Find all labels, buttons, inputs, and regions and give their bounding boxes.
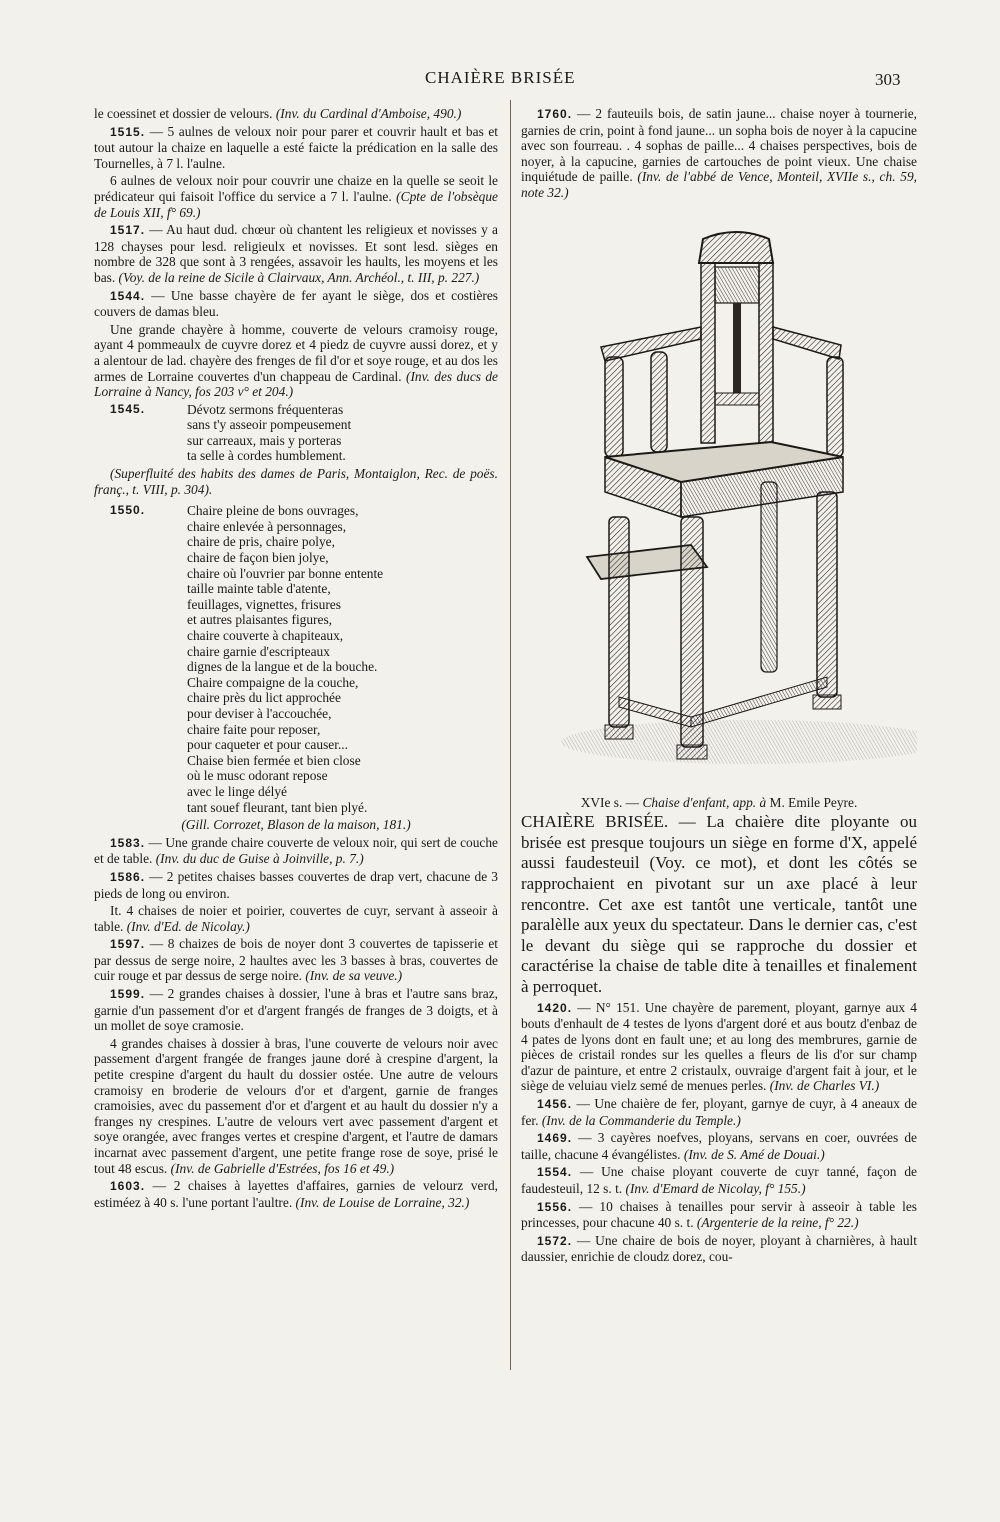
entry-1420: 1420. — N° 151. Une chayère de parement, ployant, garnye aux 4 bouts d'enhault de 4 testes de lyons d'argent doré et aus boutz d'enbaz de 4 pates de lyons dont en fault une; et au long des membrures, garnie de pièces de cristail rondes sur les quelles a fleurs de lis d'or sur champ d'azur de painture, et entre 2 cristaulx, ouvraige d'argent fait à jour, et le siège de veluiau vielz semé de menues perles. (Inv. de Charles VI.) bbox=[521, 999, 917, 1094]
entry-paragraph: le coessinet et dossier de velours. (Inv. du Cardinal d'Amboise, 490.) bbox=[94, 106, 462, 121]
left-column bbox=[94, 106, 498, 1212]
entry-paragraph: Une grande chayère à homme, couverte de velours cramoisy rouge, ayant 4 pommeaulx de cuyvre dorez et 4 piedz de cuyvre aussi dorez, et y a alentour de lad. chayère des frenges de fil d'or et soye rouge, et au dos les armes de Lorraine couvertes d'un chappeau de Cardinal. (Inv. des ducs de Lorraine à Nancy, fos 203 v° et 204.) bbox=[94, 321, 498, 400]
entry-1517: 1517. — Au haut dud. chœur où chantent les religieux et novisses y a 128 chayses pour lesd. religieulx et novisses. Et sont lesd. sièges en nombre de 328 que sont à 3 rengées, assavoir les haults, les moyens et les bas. (Voy. de la reine de Sicile à Clairvaux, Ann. Archéol., t. III, p. 227.) bbox=[94, 222, 498, 285]
running-title: CHAIÈRE BRISÉE bbox=[425, 68, 576, 87]
entry-1599: 1599. — 2 grandes chaises à dossier, l'une à bras et l'autre sans braz, garnie d'un passement d'or et d'argent frangés de franges de 3 doigts, et à un mollet de soye cramosie. bbox=[94, 986, 498, 1034]
entry-1556: 1556. — 10 chaises à tenailles pour servir à asseoir à table les princesses, pour chacune 40 s. t. (Argenterie de la reine, f° 22.) bbox=[521, 1198, 917, 1231]
column-divider bbox=[510, 100, 511, 1370]
child-chair-illustration bbox=[521, 227, 917, 787]
entry-1583: 1583. — Une grande chaire couverte de veloux noir, qui sert de couche et de table. (Inv. du duc de Guise à Joinville, p. 7.) bbox=[94, 834, 498, 867]
lemma-head: CHAIÈRE BRISÉE. bbox=[521, 812, 669, 832]
entry-1586: 1586. — 2 petites chaises basses couvertes de drap vert, chacune de 3 pieds de long ou environ. bbox=[94, 868, 498, 901]
entry-1544: 1544. — Une basse chayère de fer ayant le siège, dos et costières couvers de damas bleu. bbox=[94, 287, 498, 320]
chair-engraving bbox=[521, 227, 917, 787]
entry-1554: 1554. — Une chaise ployant couverte de cuyr tanné, façon de faudesteuil, 12 s. t. (Inv. d'Emard de Nicolay, f° 155.) bbox=[521, 1164, 917, 1197]
entry-1597: 1597. — 8 chaizes de bois de noyer dont 3 couvertes de tapisserie et par dessus de serge noire, 2 haultes avec les 3 basses à bras, couvertes de cuir rouge et par dessus de serge noire. (Inv. de sa veuve.) bbox=[94, 936, 498, 984]
entry-1572: 1572. — Une chaire de bois de noyer, ployant à charnières, à hault daussier, enrichie de cloudz dorez, cou- bbox=[521, 1232, 917, 1265]
entry-1469: 1469. — 3 cayères noefves, ployans, servans en coer, ouvrées de taille, chacune 4 évangélistes. (Inv. de S. Amé de Douai.) bbox=[521, 1130, 917, 1162]
entry-1515: 1515. — 5 aulnes de veloux noir pour parer et couvrir hault et bas et tout autour la chaize en laquelle a esté faicte la prédication en la salle des Tournelles, à 7 l. l'aulne. bbox=[94, 123, 498, 171]
verse-citation: (Gill. Corrozet, Blason de la maison, 181.) bbox=[181, 817, 411, 833]
page-number: 303 bbox=[875, 70, 901, 89]
entry-1760: 1760. — 2 fauteuils bois, de satin jaune... chaise noyer à tournerie, garnies de crin, point à fond jaune... un sopha bois de noyer à la capucine avec son fourreau. . 4 sophas de paille... 4 chaises perspectives, bois de noyer, à la capucine, garnies de cartouches de point vieux. Une chaise inquiétude de paille. (Inv. de l'abbé de Vence, Monteil, XVIIe s., ch. 59, note 32.) bbox=[521, 106, 917, 200]
lemma-chaiere-brisee: CHAIÈRE BRISÉE. — La chaière dite ployante ou brisée est presque toujours un siège en forme d'X, appelé aussi faudesteuil (Voy. ce mot), et dont les côtés se rapprochaient en pivotant sur un axe placé à leur rencontre. Cet axe est tantôt une verticale, tantôt une paralèlle aux yeux du spectateur. Dans le dernier cas, c'est le devant du siège qui se rapproche du dossier et caractérise la chaise de table dite à tenailles et finalement à perroquet. bbox=[521, 812, 917, 996]
entry-1603: 1603. — 2 chaises à layettes d'affaires, garnies de velourz verd, estiméez à 40 s. l'une portant l'aultre. (Inv. de Louise de Lorraine, 32.) bbox=[94, 1178, 498, 1210]
entry-paragraph: 4 grandes chaises à dossier à bras, l'une couverte de velours noir avec passement d'argent frangée de franges jaune doré à crespine d'argent, la petite crespine d'argent du hault du dossier ostée. Une autre de velours cramoisy en broderie de velours d'or et d'argent, garnie de franges cramoisies, avec du passement d'or et d'argent et au hault du dossier n'y a franges ny crespines. L'autre de velours vert avec passement d'argent et soye orangée, avec franges vertes et crespine d'argent, et l'autre de damars incarnat avec passement d'argent, une petite frange rose de soye, prisé le tout 48 escus. (Inv. de Gabrielle d'Estrées, fos 16 et 49.) bbox=[94, 1035, 498, 1176]
right-column bbox=[521, 106, 917, 1267]
verse-citation: (Superfluité des habits des dames de Paris, Montaiglon, Rec. de poës. franç., t. VIII, p. 304). bbox=[94, 466, 498, 497]
entry-paragraph: 6 aulnes de veloux noir pour couvrir une chaize en la quelle se seoit le prédicateur qui faisoit l'office du service a 7 l. l'aulne. (Cpte de l'obsèque de Louis XII, f° 69.) bbox=[94, 173, 498, 220]
verse-1545: 1545. Dévotz sermons fréquenteras sans t'y asseoir pompeusement sur carreaux, mais y porteras ta selle à cordes humblement. bbox=[94, 402, 498, 464]
entry-paragraph: It. 4 chaises de noier et poirier, couvertes de cuyr, servant à asseoir à table. (Inv. d'Ed. de Nicolay.) bbox=[94, 903, 498, 934]
verse-1550: 1550. Chaire pleine de bons ouvrages, chaire enlevée à personnages, chaire de pris, chaire polye, chaire de façon bien jolye, chaire où l'ouvrier par bonne entente taille mainte table d'atente, feuillages, vignettes, frisures et autres plaisantes figures, chaire couverte à chapiteaux, chaire garnie d'escripteaux dignes de la langue et de la bouche. Chaire compaigne de la couche, chaire près du lict approchée pour deviser à l'accouchée, chaire faite pour reposer, pour caqueter et pour causer... Chaise bien fermée et bien close où le musc odorant repose avec le linge délyé tant souef fleurant, tant bien plyé. bbox=[94, 503, 498, 815]
entry-1456: 1456. — Une chaière de fer, ployant, garnye de cuyr, à 4 aneaux de fer. (Inv. de la Commanderie du Temple.) bbox=[521, 1096, 917, 1128]
verse-lines: Chaire pleine de bons ouvrages, chaire enlevée à personnages, chaire de pris, chaire polye, chaire de façon bien jolye, chaire où l'ouvrier par bonne entente taille mainte table d'atente, feuillages, vignettes, frisures et autres plaisantes figures, chaire couverte à chapiteaux, chaire garnie d'escripteaux dignes de la langue et de la bouche. Chaire compaigne de la couche, chaire près du lict approchée pour deviser à l'accouchée, chaire faite pour reposer, pour caqueter et pour causer... Chaise bien fermée et bien close où le musc odorant repose avec le linge délyé tant souef fleurant, tant bien plyé. bbox=[187, 503, 384, 815]
figure-caption: XVIe s. — Chaise d'enfant, app. à M. Emile Peyre. bbox=[580, 794, 858, 810]
verse-lines: Dévotz sermons fréquenteras sans t'y asseoir pompeusement sur carreaux, mais y porteras ta selle à cordes humblement. bbox=[187, 401, 352, 464]
